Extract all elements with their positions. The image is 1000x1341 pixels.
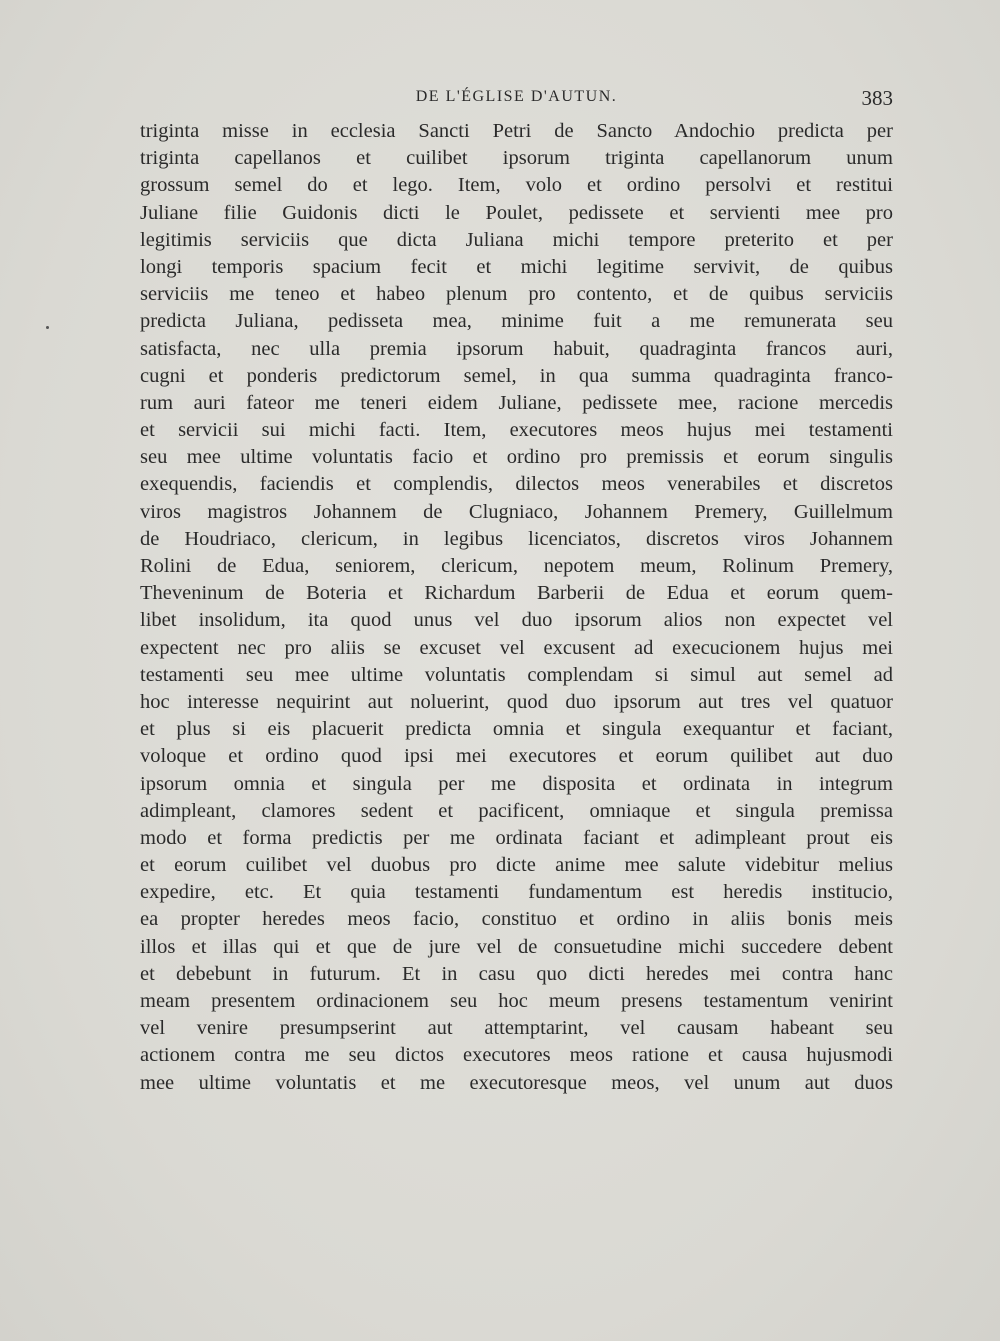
text-line: legitimis serviciis que dicta Juliana michi tempore preterito et per [140,228,893,251]
text-line: testamenti seu mee ultime voluntatis complendam si simul aut semel ad [140,663,893,686]
text-line: grossum semel do et lego. Item, volo et ordino persolvi et restitui [140,174,893,197]
text-line: rum auri fateor me teneri eidem Juliane, pedissete mee, racione mercedis [140,391,893,414]
text-line: Theveninum de Boteria et Richardum Barberii de Edua et eorum quem- [140,582,893,605]
text-line: cugni et ponderis predictorum semel, in qua summa quadraginta franco- [140,364,893,387]
text-line: triginta capellanos et cuilibet ipsorum triginta capellanorum unum [140,147,893,170]
text-line: triginta misse in ecclesia Sancti Petri de Sancto Andochio predicta per [140,120,893,142]
text-line: predicta Juliana, pedisseta mea, minime fuit a me remunerata seu [140,310,893,333]
running-title: DE L'ÉGLISE D'AUTUN. [415,88,618,105]
text-line: Rolini de Edua, seniorem, clericum, nepotem meum, Rolinum Premery, [140,555,893,577]
text-line: exequendis, faciendis et complendis, dilectos meos venerabiles et discretos [140,473,893,496]
text-line: meam presentem ordinacionem seu hoc meum presens testamentum venirint [140,990,893,1012]
text-line: Juliane filie Guidonis dicti le Poulet, pedissete et servienti mee pro [140,201,893,224]
text-line: et eorum cuilibet vel duobus pro dicte anime mee salute videbitur melius [140,854,893,877]
running-head [140,86,893,112]
text-line: hoc interesse nequirint aut noluerint, quod duo ipsorum aut tres vel quatuor [140,690,893,713]
text-line: vel venire presumpserint aut attemptarint, vel causam habeant seu [140,1017,893,1040]
body-text [140,118,893,1097]
text-line: libet insolidum, ita quod unus vel duo ipsorum alios non expectet vel [140,609,893,632]
text-line: voloque et ordino quod ipsi mei executores et eorum quilibet aut duo [140,745,893,768]
text-line: ipsorum omnia et singula per me disposita et ordinata in integrum [140,772,893,795]
text-line: actionem contra me seu dictos executores meos ratione et causa hujusmodi [140,1044,893,1067]
text-line: serviciis me teneo et habeo plenum pro contento, et de quibus serviciis [140,283,893,306]
scan-speck [46,326,49,329]
text-line: seu mee ultime voluntatis facio et ordino pro premissis et eorum singulis [140,446,893,469]
text-line: modo et forma predictis per me ordinata faciant et adimpleant prout eis [140,826,893,849]
text-line: viros magistros Johannem de Clugniaco, Johannem Premery, Guillelmum [140,500,893,523]
text-line: expedire, etc. Et quia testamenti fundamentum est heredis institucio, [140,881,893,904]
text-line: et servicii sui michi facti. Item, executores meos hujus mei testamenti [140,419,893,442]
text-line: et plus si eis placuerit predicta omnia et singula exequantur et faciant, [140,718,893,741]
text-line: expectent nec pro aliis se excuset vel excusent ad execucionem hujus mei [140,636,893,659]
text-line: longi temporis spacium fecit et michi legitime servivit, de quibus [140,255,893,278]
text-line: illos et illas qui et que de jure vel de consuetudine michi succedere debent [140,935,893,958]
text-line: ea propter heredes meos facio, constituo et ordino in aliis bonis meis [140,908,893,931]
page-number: 383 [861,86,893,110]
text-line: de Houdriaco, clericum, in legibus licenciatos, discretos viros Johannem [140,527,893,550]
text-line: satisfacta, nec ulla premia ipsorum habuit, quadraginta francos auri, [140,337,893,360]
text-line: et debebunt in futurum. Et in casu quo dicti heredes mei contra hanc [140,962,893,985]
text-line: adimpleant, clamores sedent et pacificent, omniaque et singula premissa [140,799,893,822]
text-line: mee ultime voluntatis et me executoresque meos, vel unum aut duos [140,1071,893,1094]
